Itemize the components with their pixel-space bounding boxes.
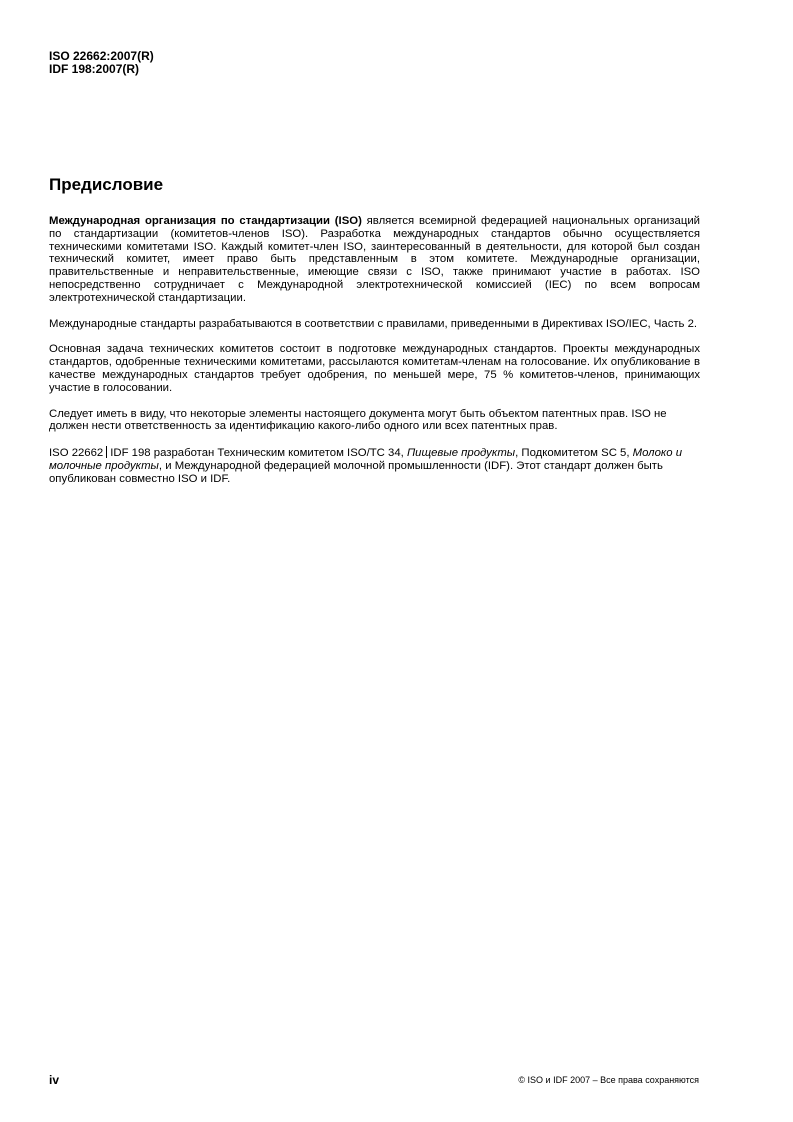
- paragraph-origin: [49, 446, 700, 485]
- iso-name-bold: Международная организация по стандартизации (ISO): [49, 215, 362, 227]
- paragraph-directives: Международные стандарты разрабатываются в соответствии с правилами, приведенными в Директивах ISO/IEC, Часть 2.: [49, 317, 698, 330]
- iso-reference: ISO 22662: [49, 447, 104, 460]
- paragraph-patents: Следует иметь в виду, что некоторые элементы настоящего документа могут быть объектом патентных прав. ISO не должен нести ответственность за идентификацию какого-либо одного или всех патентных прав.: [49, 407, 667, 433]
- page-title: Предисловие: [49, 175, 164, 194]
- separator-bar: [106, 446, 107, 458]
- paragraph-committees: Основная задача технических комитетов состоит в подготовке международных стандартов. Проекты международных стандартов, одобренные техническими комитетами, рассылаются комитетам-членам на голосование. Их опубликование в качестве международных стандартов требует одобрения, по меньшей мере, 75 % комитетов-членов, принимающих участие в голосовании.: [49, 343, 700, 394]
- subcommittee-name-italic: Молоко и молочные продукты: [49, 447, 682, 472]
- copyright-notice: © ISO и IDF 2007 – Все права сохраняются: [518, 1075, 699, 1085]
- document-header: [49, 50, 154, 76]
- idf-reference: IDF 198: [110, 447, 151, 460]
- paragraph-iso-intro-text: является всемирной федерацией национальных организаций по стандартизации (комитетов-членов ISO). Разработка международных стандартов обычно осуществляется техническими комитетами ISO. Каждый комитет-член ISO, заинтересованный в деятельности, для которой был создан технический комитет, имеет право быть представленным в этом комитете. Международные организации, правительственные и неправительственные, имеющие связи с ISO, также принимают участие в работах. ISO непосредственно сотрудничает с Международной электротехнической комиссией (IEC) по всем вопросам электротехнической стандартизации.: [49, 215, 700, 304]
- origin-text-3: , и Международной федерацией молочной промышленности (IDF). Этот стандарт должен быть опубликован совместно ISO и IDF.: [49, 459, 663, 485]
- committee-name-italic: Пищевые продукты: [406, 447, 516, 460]
- idf-standard-code: IDF 198:2007(R): [49, 62, 140, 76]
- page-number: iv: [49, 1073, 60, 1087]
- foreword-body: [49, 215, 700, 499]
- iso-standard-code: ISO 22662:2007(R): [49, 49, 154, 63]
- origin-text-2: , Подкомитетом SC 5,: [515, 447, 633, 460]
- origin-text-1: разработан Техническим комитетом ISO/TC 34,: [150, 447, 407, 460]
- paragraph-iso-intro: [49, 215, 700, 305]
